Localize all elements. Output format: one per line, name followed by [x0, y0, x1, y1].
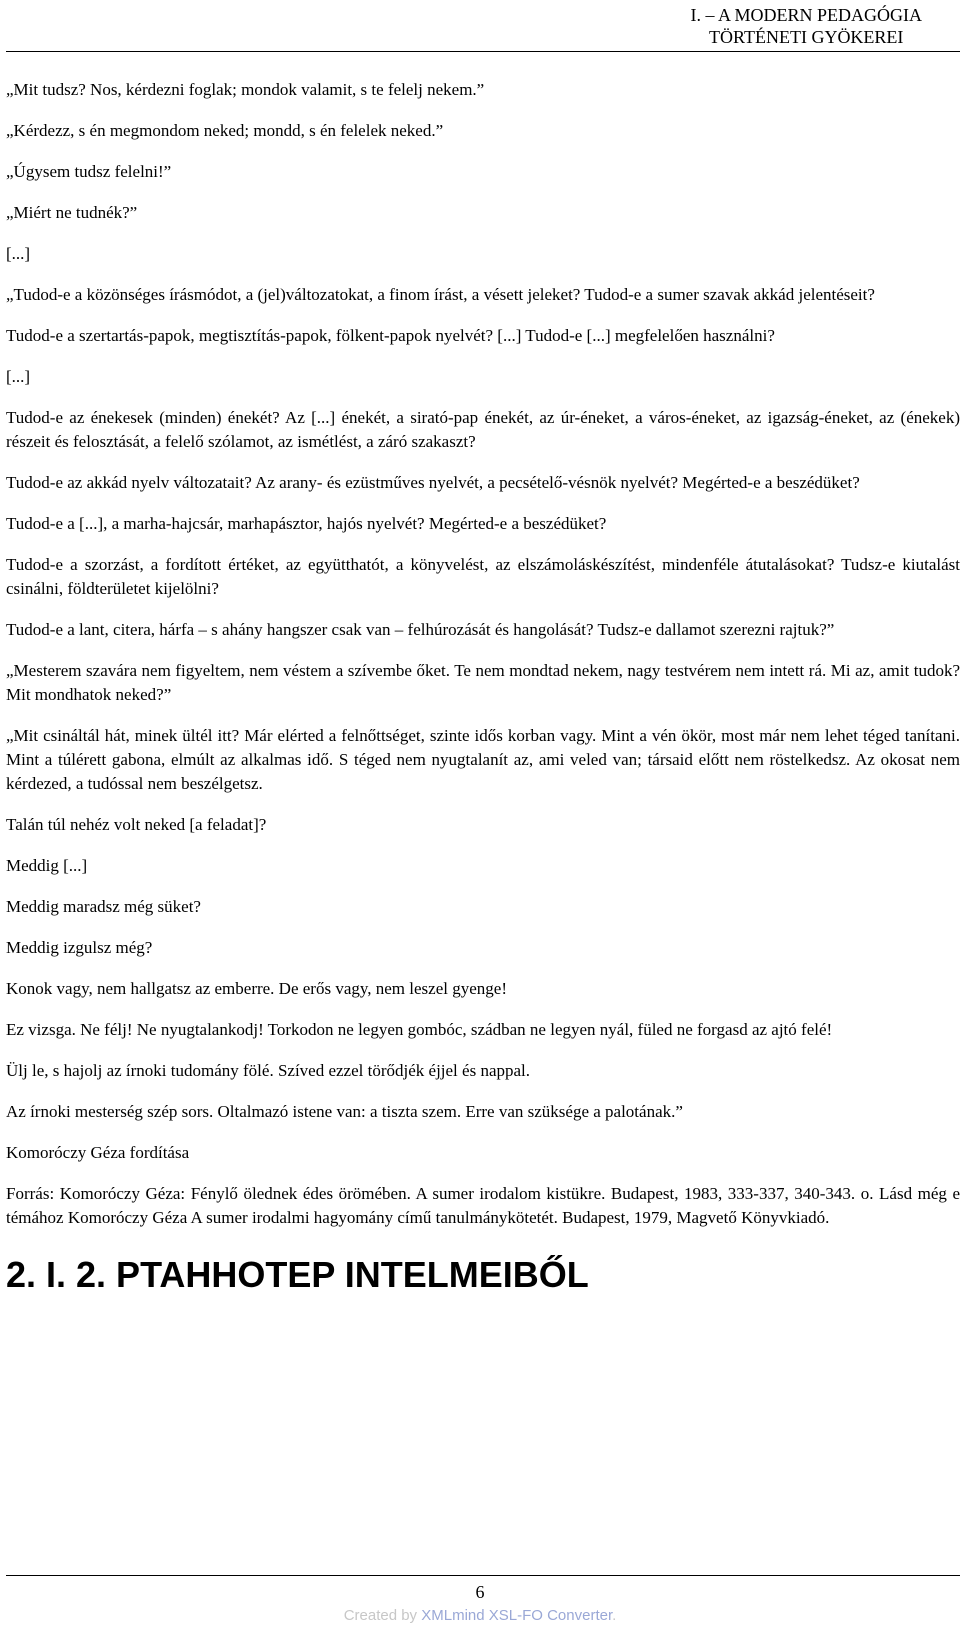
translator-credit: Komoróczy Géza fordítása — [6, 1143, 190, 1162]
page-number: 6 — [475, 1582, 485, 1602]
paragraph: [...] — [6, 367, 31, 386]
paragraph: „Mit tudsz? Nos, kérdezni foglak; mondok valamit, s te felelj nekem.” — [6, 80, 485, 99]
paragraph: Meddig maradsz még süket? — [6, 897, 201, 916]
paragraph: „Mit csináltál hát, minek ültél itt? Már elérted a felnőttséget, szinte idős korban vagy. Mint a vén ökör, most már nem lehet téged tanítani. Mint a túlérett gabona, elmúlt az alkalmas idő. S téged nem nyugtalanít az, ami veled van; társaid előtt nem röstelkedsz. Az okosat nem kérdezed, a tudóssal nem beszélgetsz. — [6, 726, 960, 793]
paragraph: Talán túl nehéz volt neked [a feladat]? — [6, 815, 267, 834]
source-note: Forrás: Komoróczy Géza: Fénylő ölednek édes örömében. A sumer irodalom kistükre. Budapest, 1983, 333-337, 340-343. o. Lásd még e témához Komoróczy Géza A sumer irodalmi hagyomány című tanulmánykötetét. Budapest, 1979, Magvető Könyvkiadó. — [6, 1184, 960, 1227]
paragraph: Az írnoki mesterség szép sors. Oltalmazó istene van: a tiszta szem. Erre van szüksége a palotának.” — [6, 1102, 683, 1121]
page-body — [6, 78, 960, 1295]
header-line-2: TÖRTÉNETI GYÖKEREI — [709, 27, 904, 47]
paragraph: Tudod-e a szorzást, a fordított értéket, az együtthatót, a könyvelést, az elszámoláskészítést, mindenféle átutalásokat? Tudsz-e kiutalást csinálni, földterületet kijelölni? — [6, 555, 960, 598]
paragraph: Tudod-e az énekesek (minden) énekét? Az [...] énekét, a sirató-pap énekét, az úr-éneket, a város-éneket, az igazság-éneket, az (énekek) részeit és felosztását, a felelő szólamot, az ismétlést, a záró szakaszt? — [6, 408, 960, 451]
paragraph: „Úgysem tudsz felelni!” — [6, 162, 172, 181]
paragraph: Konok vagy, nem hallgatsz az emberre. De erős vagy, nem leszel gyenge! — [6, 979, 507, 998]
credit-prefix: Created by — [343, 1607, 422, 1624]
header-divider — [6, 51, 960, 52]
paragraph: „Kérdezz, s én megmondom neked; mondd, s én felelek neked.” — [6, 121, 444, 140]
paragraph: „Mesterem szavára nem figyeltem, nem véstem a szívembe őket. Te nem mondtad nekem, nagy testvérem nem intett rá. Mi az, amit tudok? Mit mondhatok neked?” — [6, 661, 960, 704]
paragraph: Meddig izgulsz még? — [6, 938, 153, 957]
credit-product: XMLmind XSL-FO Converter — [421, 1607, 613, 1624]
credit-suffix: . — [612, 1607, 617, 1624]
running-header — [690, 4, 922, 48]
paragraph: „Miért ne tudnék?” — [6, 203, 138, 222]
paragraph: Tudod-e a [...], a marha-hajcsár, marhapásztor, hajós nyelvét? Megérted-e a beszédüket? — [6, 514, 607, 533]
paragraph: „Tudod-e a közönséges írásmódot, a (jel)változatokat, a finom írást, a vésett jeleket? Tudod-e a sumer szavak akkád jelentéseit? — [6, 285, 875, 304]
paragraph: Ez vizsga. Ne félj! Ne nyugtalankodj! Torkodon ne legyen gombóc, szádban ne legyen nyál, füled ne forgasd az ajtó felé! — [6, 1020, 833, 1039]
paragraph: Tudod-e a szertartás-papok, megtisztítás-papok, fölkent-papok nyelvét? [...] Tudod-e [...] megfelelően használni? — [6, 326, 775, 345]
paragraph: Meddig [...] — [6, 856, 88, 875]
footer-divider — [6, 1575, 960, 1576]
paragraph: Tudod-e az akkád nyelv változatait? Az arany- és ezüstműves nyelvét, a pecsételő-vésnök nyelvét? Megérted-e a beszédüket? — [6, 473, 860, 492]
paragraph: Tudod-e a lant, citera, hárfa – s ahány hangszer csak van – felhúrozását és hangolását? Tudsz-e dallamot szerezni rajtuk?” — [6, 620, 835, 639]
paragraph: Ülj le, s hajolj az írnoki tudomány fölé. Szíved ezzel törődjék éjjel és nappal. — [6, 1061, 531, 1080]
section-title: 2. I. 2. PTAHHOTEP INTELMEIBŐL — [6, 1254, 589, 1295]
converter-credit — [0, 1606, 960, 1626]
paragraph: [...] — [6, 244, 31, 263]
header-line-1: I. – A MODERN PEDAGÓGIA — [690, 5, 922, 25]
